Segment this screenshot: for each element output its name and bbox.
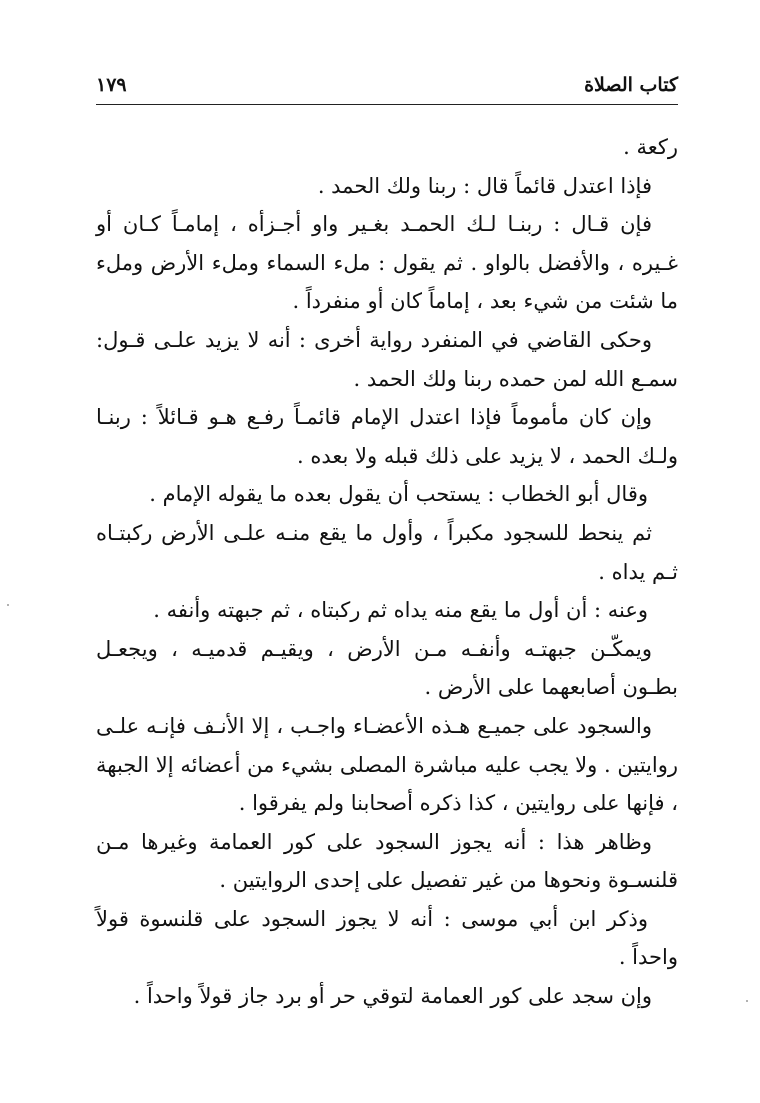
paragraph: وظاهر هذا : أنه يجوز السجود على كور العمامة وغيرها مـن قلنسـوة ونحوها من غير تفصيل على إحدى الروايتين . (96, 829, 678, 893)
scan-speck (746, 1000, 748, 1002)
paragraph: وقال أبو الخطاب : يستحب أن يقول بعده ما يقوله الإمام . (149, 482, 648, 507)
paragraph: والسجود على جميـع هـذه الأعضـاء واجـب ، إلا الأنـف فإنـه علـى روايتين . ولا يجب عليه مباشرة المصلى بشيء من أعضائه إلا الجبهة ، فإنها على روايتين ، كذا ذكره أصحابنا ولم يفرقوا . (96, 713, 678, 816)
paragraph: وعنه : أن أول ما يقع منه يداه ثم ركبتاه ، ثم جبهته وأنفه . (153, 598, 648, 623)
paragraph: ركعة . (623, 135, 678, 159)
paragraph: وذكر ابن أبي موسى : أنه لا يجوز السجود على قلنسوة قولاً واحداً . (96, 906, 678, 970)
scan-speck (7, 604, 9, 606)
paragraph: وإن كان مأموماً فإذا اعتدل الإمام قائمـاً رفـع هـو قـائلاً : ربنـا ولـك الحمد ، لا يزيد على ذلك قبله ولا بعده . (96, 405, 678, 468)
paragraph: ثم ينحط للسجود مكبراً ، وأول ما يقع منـه علـى الأرض ركبتـاه ثـم يداه . (96, 520, 678, 584)
running-title: كتاب الصلاة (584, 74, 678, 96)
paragraph: وإن سجد على كور العمامة لتوقي حر أو برد جاز قولاً واحداً . (133, 984, 652, 1009)
paragraph: ويمكّـن جبهتـه وأنفـه مـن الأرض ، ويقيـم قدميـه ، ويجعـل بطـون أصابعهما على الأرض . (96, 636, 678, 700)
page-header (96, 70, 678, 104)
body-text (96, 128, 678, 1016)
paragraph: وحكى القاضي في المنفرد رواية أخرى : أنه لا يزيد علـى قـول: سمـع الله لمن حمده ربنا ولك الحمد . (96, 327, 678, 391)
paragraph: فإن قـال : ربنـا لـك الحمـد بغـير واو أجـزأه ، إمامـاً كـان أو غـيره ، والأفضل بالواو . ثم يقول : ملء السماء وملء الأرض وملء ما شئت من شيء بعد ، إماماً كان أو منفرداً . (96, 212, 678, 314)
header-rule (96, 104, 678, 105)
page-number: ١٧٩ (96, 74, 127, 96)
paragraph: فإذا اعتدل قائماً قال : ربنا ولك الحمد . (317, 173, 652, 198)
